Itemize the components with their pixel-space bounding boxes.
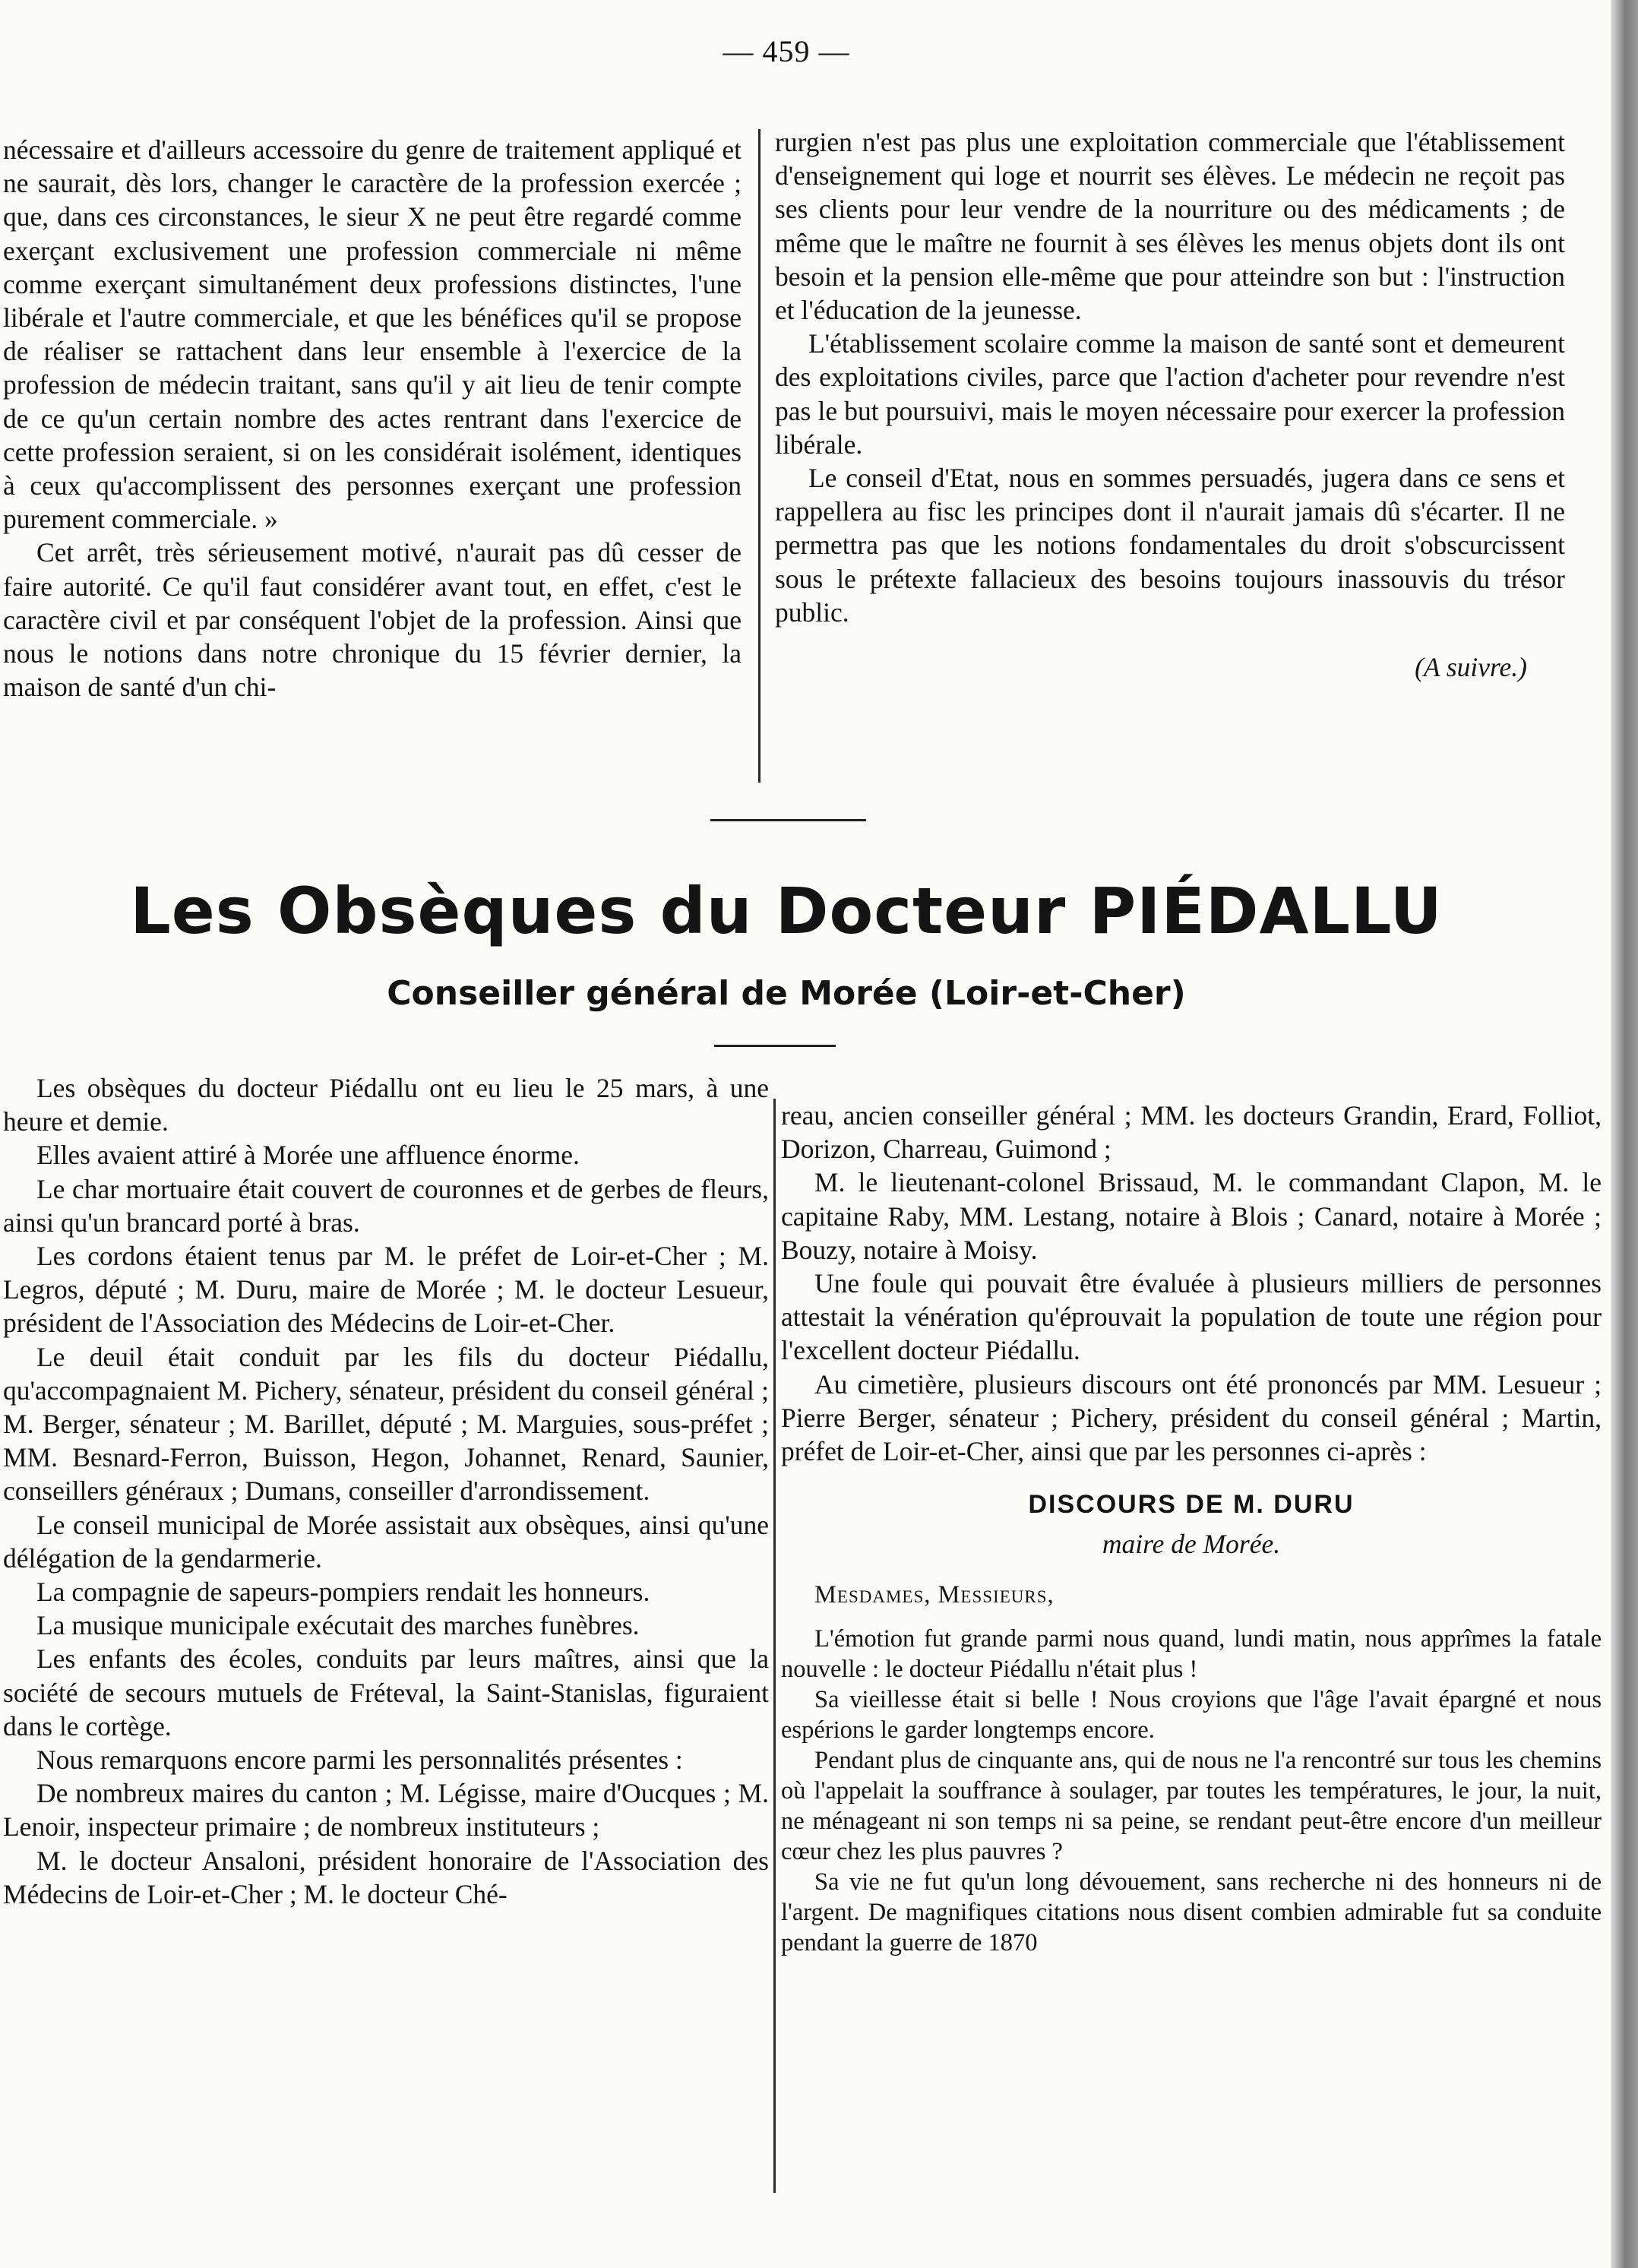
to-be-continued: (A suivre.) — [1415, 652, 1527, 683]
article-title: Les Obsèques du Docteur PIÉDALLU — [130, 874, 1443, 948]
paragraph: L'établissement scolaire comme la maison de santé sont et demeurent des exploitations civiles, parce que l'action d'acheter pour revendre n'est pas le but poursuivi, mais le moyen nécessaire pour exercer la profession libérale. — [775, 328, 1565, 460]
speech-paragraph: Sa vieillesse était si belle ! Nous croyions que l'âge l'avait épargné et nous espérions le garder longtemps encore. — [781, 1685, 1602, 1744]
paragraph: nécessaire et d'ailleurs accessoire du genre de traitement appliqué et ne saurait, dès lors, changer le caractère de la profession exercée ; que, dans ces circonstances, le sieur X ne peut être regardé comme exerçant exclusivement une profession commerciale ni même comme exerçant simultanément deux professions distinctes, l'une libérale et l'autre commerciale, et que les bénéfices qu'il se propose de réaliser se rattachent dans leur ensemble à l'exercice de la profession de médecin traitant, sans qu'il y ait lieu de tenir compte de ce qu'un certain nombre des actes rentrant dans l'exercice de cette profession seraient, si on les considérait isolément, identiques à ceux qu'accomplissent des personnes exerçant une profession purement commerciale. » — [3, 134, 742, 535]
paragraph: M. le lieutenant-colonel Brissaud, M. le commandant Clapon, M. le capitaine Raby, MM. Lestang, notaire à Blois ; Canard, notaire à Morée ; Bouzy, notaire à Moisy. — [781, 1167, 1602, 1265]
paragraph: rurgien n'est pas plus une exploitation commerciale que l'établissement d'enseignement qui loge et nourrit ses élèves. Le médecin ne reçoit pas ses clients pour leur vendre de la nourriture ou des médicaments ; de même que le maître ne fournit à ses élèves les menus objets dont ils ont besoin et la pension elle-même que pour atteindre son but : l'instruction et l'éducation de la jeunesse. — [775, 127, 1565, 326]
bottom-left-column — [3, 1071, 769, 1911]
speech-paragraph: L'émotion fut grande parmi nous quand, lundi matin, nous apprîmes la fatale nouvelle : le docteur Piédallu n'était plus ! — [781, 1624, 1602, 1683]
paragraph: De nombreux maires du canton ; M. Légisse, maire d'Oucques ; M. Lenoir, inspecteur primaire ; de nombreux instituteurs ; — [3, 1778, 769, 1843]
paragraph: Elles avaient attiré à Morée une affluence énorme. — [36, 1140, 580, 1171]
paragraph: Les obsèques du docteur Piédallu ont eu lieu le 25 mars, à une heure et demie. — [3, 1073, 769, 1137]
paragraph: Nous remarquons encore parmi les personnalités présentes : — [36, 1744, 683, 1776]
speech-heading: DISCOURS DE M. DURU — [1028, 1490, 1355, 1520]
speech-subheading: maire de Morée. — [1102, 1529, 1281, 1560]
paragraph: Cet arrêt, très sérieusement motivé, n'aurait pas dû cesser de faire autorité. Ce qu'il faut considérer avant tout, en effet, c'est le caractère civil et par conséquent l'objet de la profession. Ainsi que nous le notions dans notre chronique du 15 février dernier, la maison de santé d'un chi- — [3, 537, 742, 703]
paragraph: La musique municipale exécutait des marches funèbres. — [36, 1610, 640, 1641]
section-separator — [710, 819, 866, 821]
paragraph: Le conseil d'Etat, nous en sommes persuadés, jugera dans ce sens et rappellera au fisc les principes dont il n'aurait jamais dû s'écarter. Il ne permettra pas que les notions fondamentales du droit s'obscurcissent sous le prétexte fallacieux des besoins toujours inassouvis du trésor public. — [775, 463, 1565, 628]
speech-salutation: Mesdames, Messieurs, — [814, 1580, 1055, 1608]
bottom-right-column — [781, 1099, 1602, 1958]
paragraph: Le char mortuaire était couvert de couronnes et de gerbes de fleurs, ainsi qu'un brancard porté à bras. — [3, 1173, 769, 1238]
speech-paragraph: Pendant plus de cinquante ans, qui de nous ne l'a rencontré sur tous les chemins où l'appelait la souffrance à soulager, par toutes les températures, le jour, la nuit, ne ménageant ni son temps ni sa peine, se rendant peut-être encore d'un meilleur cœur chez les plus pauvres ? — [781, 1746, 1602, 1865]
title-underline — [714, 1045, 836, 1047]
article-subtitle: Conseiller général de Morée (Loir-et-Cher) — [387, 974, 1186, 1013]
book-gutter-shadow — [1611, 0, 1638, 2268]
speech-paragraph: Sa vie ne fut qu'un long dévouement, sans recherche ni des honneurs ni de l'argent. De magnifiques citations nous disent combien admirable fut sa conduite pendant la guerre de 1870 — [781, 1868, 1602, 1956]
paragraph: Au cimetière, plusieurs discours ont été prononcés par MM. Lesueur ; Pierre Berger, sénateur ; Pichery, président du conseil général ; Martin, préfet de Loir-et-Cher, ainsi que par les personnes ci-après : — [781, 1368, 1602, 1467]
paragraph: La compagnie de sapeurs-pompiers rendait les honneurs. — [36, 1577, 650, 1608]
paragraph: M. le docteur Ansaloni, président honoraire de l'Association des Médecins de Loir-et-Cher ; M. le docteur Ché- — [3, 1845, 769, 1909]
paragraph: Le conseil municipal de Morée assistait aux obsèques, ainsi qu'une délégation de la gendarmerie. — [3, 1509, 769, 1574]
top-right-column — [775, 125, 1565, 684]
top-left-column — [3, 133, 742, 704]
paragraph: Les enfants des écoles, conduits par leurs maîtres, ainsi que la société de secours mutuels de Fréteval, la Saint-Stanislas, figuraient dans le cortège. — [3, 1643, 769, 1741]
paragraph: Le deuil était conduit par les fils du docteur Piédallu, qu'accompagnaient M. Pichery, sénateur, président du conseil général ; M. Berger, sénateur ; M. Barillet, député ; M. Marguies, sous-préfet ; MM. Besnard-Ferron, Buisson, Hegon, Johannet, Renard, Saunier, conseillers généraux ; Dumans, conseiller d'arrondissement. — [3, 1341, 769, 1507]
column-divider — [758, 129, 760, 783]
paragraph: Une foule qui pouvait être évaluée à plusieurs milliers de personnes attestait la vénération qu'éprouvait la population de toute une région pour l'excellent docteur Piédallu. — [781, 1268, 1602, 1366]
paragraph: Les cordons étaient tenus par M. le préfet de Loir-et-Cher ; M. Legros, député ; M. Duru, maire de Morée ; M. le docteur Lesueur, président de l'Association des Médecins de Loir-et-Cher. — [3, 1241, 769, 1339]
paragraph: reau, ancien conseiller général ; MM. les docteurs Grandin, Erard, Folliot, Dorizon, Charreau, Guimond ; — [781, 1100, 1602, 1165]
column-divider — [773, 1099, 776, 2193]
page-number: — 459 — — [723, 34, 850, 68]
